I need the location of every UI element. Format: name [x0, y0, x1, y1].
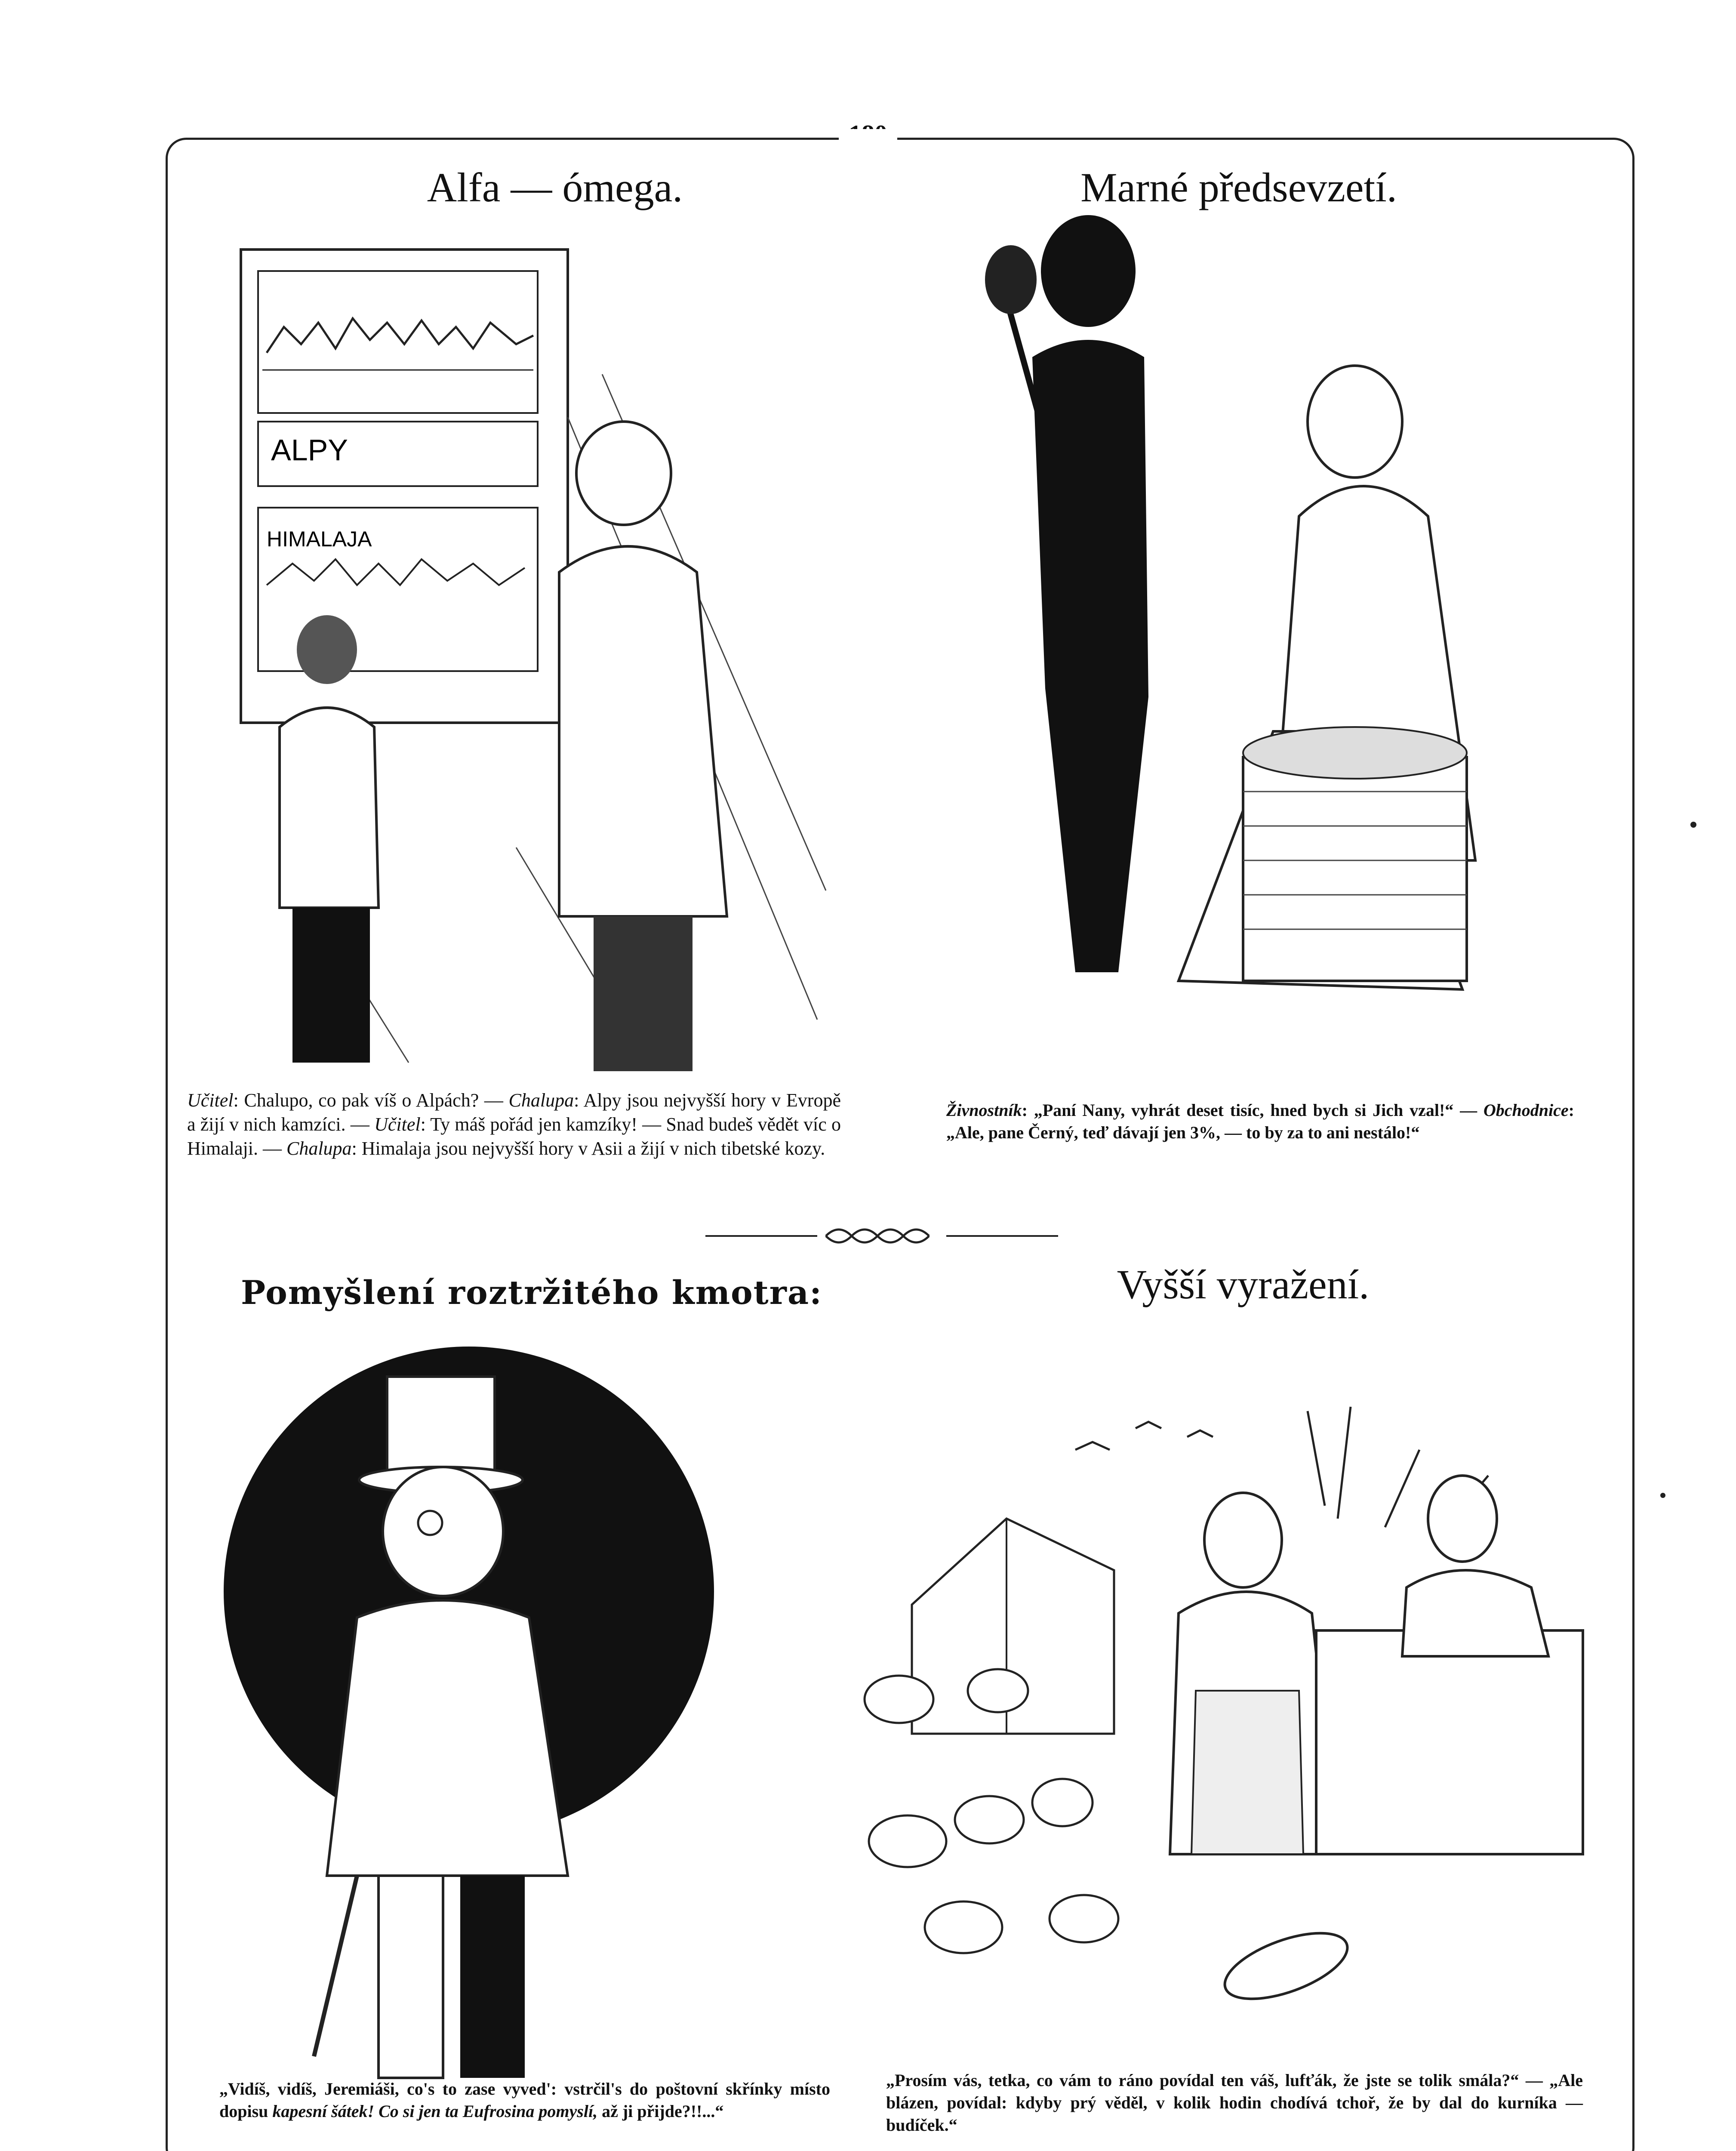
- illustration-sweep-and-market-woman: [946, 215, 1518, 1032]
- panel-title-alfa-omega: Alfa — ómega.: [427, 164, 683, 210]
- illustration-farmyard-women-and-chickens: [834, 1390, 1609, 2061]
- caption-text: : Alpy jsou nejvyšší hory v Evropě a žijí v nich kamzíci. —: [187, 1090, 841, 1135]
- caption-vyssi-vyrazeni: [886, 2069, 1583, 2136]
- frame-gap: [839, 129, 897, 146]
- caption-text-italic: kapesní šátek! Co si jen ta Eufrosina pomyslí,: [272, 2102, 598, 2121]
- caption-text: : „Ale, pane Černý, teď dávají jen 3%, — to by za to ani nestálo!“: [946, 1100, 1574, 1142]
- speaker: Chalupa: [508, 1090, 574, 1111]
- speaker: Učitel: [374, 1114, 421, 1135]
- speaker: Učitel: [187, 1090, 234, 1111]
- map-label-alpy: ALPY: [271, 433, 348, 467]
- speaker: Živnostník: [946, 1100, 1022, 1120]
- panel-title-marne-predsevzeti: Marné předsevzetí.: [1080, 164, 1397, 210]
- caption-text: „Vidíš, vidíš, Jeremiáši, co's to zase vyved': vstrčil's do poštovní skřínky místo dopisu: [219, 2079, 830, 2121]
- caption-text: : Chalupo, co pak víš o Alpách? —: [233, 1090, 509, 1111]
- print-speck: [1660, 1493, 1665, 1498]
- caption-text: : Himalaja jsou nejvyšší hory v Asii a žijí v nich tibetské kozy.: [351, 1138, 825, 1159]
- print-speck: [1690, 822, 1696, 828]
- panel-title-vyssi-vyrazeni: Vyšší vyražení.: [1117, 1261, 1370, 1307]
- illustration-teacher-and-pupil: [215, 245, 834, 1071]
- caption-text: : „Paní Nany, vyhrát deset tisíc, hned bych si Jich vzal!“ —: [1022, 1100, 1484, 1120]
- map-label-himalaja: HIMALAJA: [267, 527, 372, 551]
- section-divider-ornament: [705, 1221, 1058, 1251]
- caption-marne-predsevzeti: [946, 1099, 1574, 1144]
- speaker: Obchodnice: [1483, 1100, 1569, 1120]
- illustration-absent-minded-godfather: [215, 1325, 723, 2086]
- caption-text: : Ty máš pořád jen kamzíky! — Snad budeš vědět víc o Himalaji. —: [187, 1114, 841, 1159]
- caption-alfa-omega: [187, 1088, 841, 1161]
- caption-text: „Prosím vás, tetka, co vám to ráno povídal ten váš, lufťák, že jste se tolik smála?“ — „Ale blázen, povídal: kdyby prý věděl, v kolik hodin chodívá tchoř, že by dal do kurníka — budíček.“: [886, 2071, 1583, 2135]
- speaker: Chalupa: [286, 1138, 352, 1159]
- panel-title-pomysleni-kmotra: Pomyšlení roztržitého kmotra:: [241, 1273, 823, 1312]
- caption-pomysleni-kmotra: [219, 2078, 830, 2123]
- caption-text: až ji přijde?!!...“: [597, 2102, 724, 2121]
